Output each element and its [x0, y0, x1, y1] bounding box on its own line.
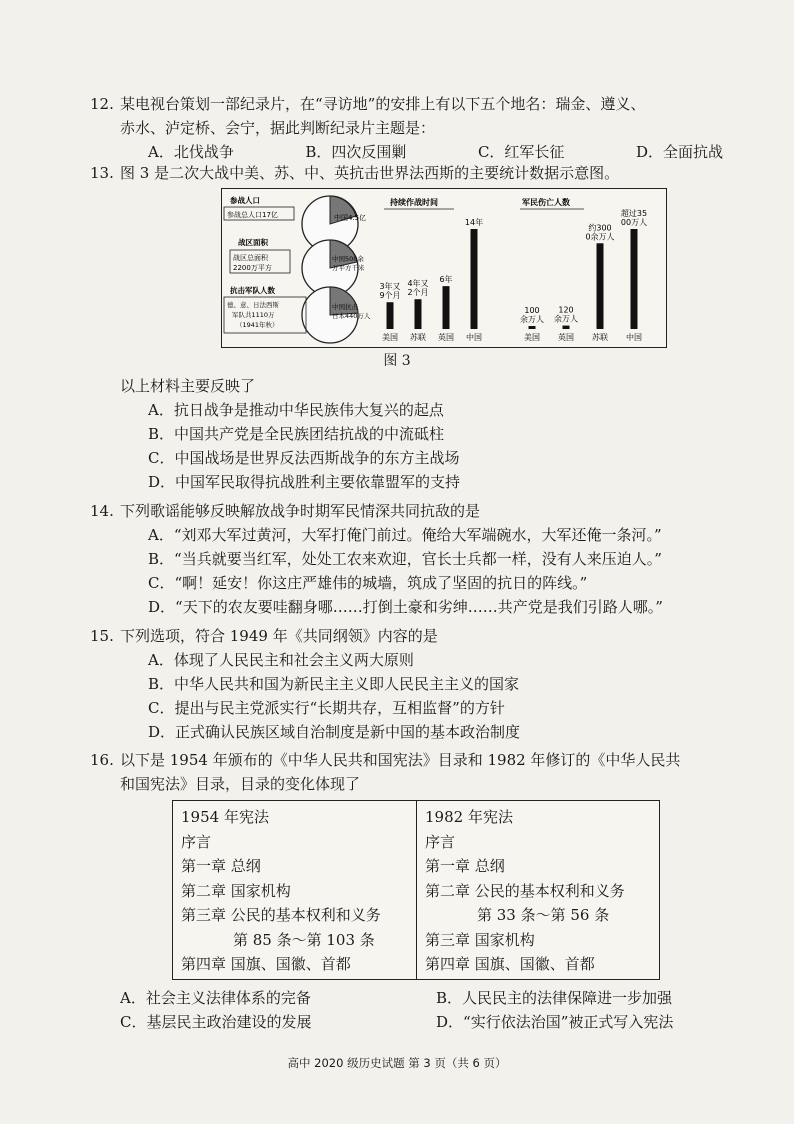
casualty-data-label-0: 100	[524, 306, 540, 315]
option-d[interactable]: D．全面抗战	[635, 143, 723, 161]
svg-text:2200万平方: 2200万平方	[233, 264, 272, 272]
question-stem-cont: 和国宪法》目录，目录的变化体现了	[120, 775, 361, 793]
question-number: 14.	[90, 502, 114, 520]
question-number: 16.	[90, 751, 114, 769]
toc-entry: 第三章 公民的基本权利和义务	[181, 906, 381, 924]
figure-3	[221, 188, 667, 348]
pie3-title: 抗击军队人数	[230, 286, 275, 295]
duration-category-3: 中国	[466, 333, 482, 342]
duration-category-1: 苏联	[410, 333, 426, 342]
question-14	[90, 499, 730, 619]
casualty-data-label-2: 约300	[588, 223, 612, 233]
casualty-bars	[520, 208, 647, 342]
casualty-data-label-3: 超过35	[620, 209, 648, 218]
pie1-total-label: 参战总人口17亿	[227, 211, 278, 219]
casualty-data-label-3: 00万人	[620, 218, 648, 227]
toc-entry: 第一章 总纲	[425, 857, 505, 875]
casualty-category-0: 美国	[524, 333, 540, 342]
option-c[interactable]: C．基层民主政治建设的发展	[120, 1013, 312, 1031]
pie2-total-label: 战区总面积	[233, 254, 268, 262]
question-number: 12.	[90, 95, 114, 113]
constitution-table	[172, 800, 660, 980]
option-b[interactable]: B．“当兵就要当红军，处处工农来欢迎，官长士兵都一样，没有人来压迫人。”	[148, 550, 662, 568]
toc-entry: 第 33 条～第 56 条	[477, 906, 610, 924]
pie3-total-label: 德、意、日法西斯	[227, 301, 279, 309]
constitution-1954-column	[173, 801, 416, 979]
option-a[interactable]: A．社会主义法律体系的完备	[120, 989, 311, 1007]
question-stem: 下列歌谣能够反映解放战争时期军民情深共同抗敌的是	[120, 502, 481, 520]
question-stem: 图 3 是二次大战中美、苏、中、英抗击世界法西斯的主要统计数据示意图。	[120, 164, 620, 182]
figure-caption: 图 3	[383, 353, 411, 369]
question-stem: 以下是 1954 年颁布的《中华人民共和国宪法》目录和 1982 年修订的《中华人民共	[120, 751, 681, 769]
question-15	[90, 624, 730, 744]
option-d[interactable]: D．正式确认民族区域自治制度是新中国的基本政治制度	[148, 723, 521, 741]
option-c[interactable]: C．红军长征	[477, 143, 565, 161]
duration-bar-1	[415, 299, 422, 329]
duration-data-label-0: 3年又	[379, 282, 401, 292]
option-b[interactable]: B．人民民主的法律保障进一步加强	[436, 989, 673, 1007]
question-number: 13.	[90, 164, 114, 182]
duration-data-label-3: 14年	[464, 218, 484, 227]
duration-data-label-1: 2个月	[407, 288, 429, 298]
pie3-china-label: 中国抗击	[332, 303, 358, 311]
pie2-title: 战区面积	[238, 238, 268, 247]
option-a[interactable]: A．北伐战争	[148, 143, 234, 161]
option-c[interactable]: C．“啊！延安！你这庄严雄伟的城墙，筑成了坚固的抗日的阵线。”	[148, 574, 588, 592]
pie1-title: 参战人口	[230, 196, 260, 205]
option-a[interactable]: A．体现了人民民主和社会主义两大原则	[148, 651, 414, 669]
question-lead: 以上材料主要反映了	[120, 377, 256, 395]
question-12	[90, 92, 730, 164]
duration-data-label-1: 4年又	[407, 279, 429, 289]
option-b[interactable]: B．中华人民共和国为新民主主义即人民民主主义的国家	[148, 675, 520, 693]
option-a[interactable]: A．抗日战争是推动中华民族伟大复兴的起点	[148, 401, 444, 419]
toc-entry: 第二章 国家机构	[181, 881, 291, 900]
option-a[interactable]: A．“刘邓大军过黄河，大军打俺门前过。俺给大军端碗水，大军还俺一条河。”	[148, 526, 662, 544]
bar2-title: 军民伤亡人数	[522, 198, 570, 207]
toc-entry: 第 85 条～第 103 条	[233, 930, 375, 949]
casualty-data-label-0: 余万人	[520, 315, 544, 324]
casualty-category-2: 苏联	[592, 333, 608, 342]
casualty-bar-3	[631, 229, 638, 329]
question-number: 15.	[90, 627, 114, 645]
toc-entry: 第四章 国旗、国徽、首都	[425, 955, 595, 973]
figure-3-chart	[222, 189, 666, 347]
question-stem-cont: 赤水、泸定桥、会宁，据此判断纪录片主题是：	[120, 119, 436, 137]
toc-entry: 序言	[425, 832, 456, 851]
option-b[interactable]: B．四次反围剿	[305, 143, 407, 161]
question-16-options	[120, 986, 730, 1034]
option-d[interactable]: D．中国军民取得抗战胜利主要依靠盟军的支持	[148, 473, 461, 491]
svg-text:（1941年秋）: （1941年秋）	[236, 321, 279, 329]
casualty-data-label-2: 0余万人	[585, 232, 615, 242]
casualty-data-label-1: 余万人	[554, 314, 578, 324]
column-title: 1954 年宪法	[181, 808, 269, 826]
toc-entry: 序言	[181, 832, 212, 851]
option-c[interactable]: C．提出与民主党派实行“长期共存，互相监督”的方针	[148, 699, 505, 717]
casualty-bar-2	[597, 243, 604, 329]
casualty-data-label-1: 120	[558, 305, 574, 315]
toc-entry: 第一章 总纲	[181, 857, 261, 875]
toc-entry: 第二章 公民的基本权利和义务	[425, 881, 625, 900]
option-d[interactable]: D．“实行依法治国”被正式写入宪法	[436, 1013, 674, 1031]
question-16	[90, 748, 730, 796]
duration-bar-0	[387, 302, 394, 329]
page-footer: 高中 2020 级历史试题 第 3 页（共 6 页）	[287, 1056, 507, 1070]
casualty-bar-1	[563, 326, 570, 329]
casualty-category-1: 英国	[558, 333, 574, 342]
svg-text:日本440万人: 日本440万人	[332, 312, 371, 320]
question-13-options	[120, 374, 730, 494]
question-stem: 下列选项，符合 1949 年《共同纲领》内容的是	[120, 627, 438, 645]
question-13	[90, 161, 730, 185]
column-title: 1982 年宪法	[425, 808, 513, 826]
option-d[interactable]: D．“天下的农友要哇翻身哪……打倒土豪和劣绅……共产党是我们引路人哪。”	[148, 598, 663, 616]
option-c[interactable]: C．中国战场是世界反法西斯战争的东方主战场	[148, 449, 460, 467]
pie2-china-label: 中国500余	[332, 255, 364, 263]
duration-data-label-0: 9个月	[379, 291, 401, 301]
casualty-category-3: 中国	[626, 333, 642, 342]
duration-data-label-2: 6年	[439, 275, 453, 285]
duration-bar-3	[471, 229, 478, 329]
toc-entry: 第四章 国旗、国徽、首都	[181, 955, 351, 973]
option-b[interactable]: B．中国共产党是全民族团结抗战的中流砥柱	[148, 425, 445, 443]
duration-category-0: 美国	[382, 333, 398, 342]
svg-text:万平方千米: 万平方千米	[332, 264, 365, 272]
duration-bar-2	[443, 286, 450, 329]
svg-text:军队共1110万: 军队共1110万	[232, 311, 275, 319]
casualty-bar-0	[529, 326, 536, 329]
question-stem: 某电视台策划一部纪录片，在“寻访地”的安排上有以下五个地名：瑞金、遵义、	[120, 95, 646, 113]
constitution-1982-column	[416, 801, 659, 979]
duration-bars	[379, 217, 483, 342]
bar1-title: 持续作战时间	[390, 198, 438, 207]
toc-entry: 第三章 国家机构	[425, 930, 535, 949]
pie1-china-label: 中国4.5亿	[334, 214, 367, 222]
duration-category-2: 英国	[438, 333, 454, 342]
